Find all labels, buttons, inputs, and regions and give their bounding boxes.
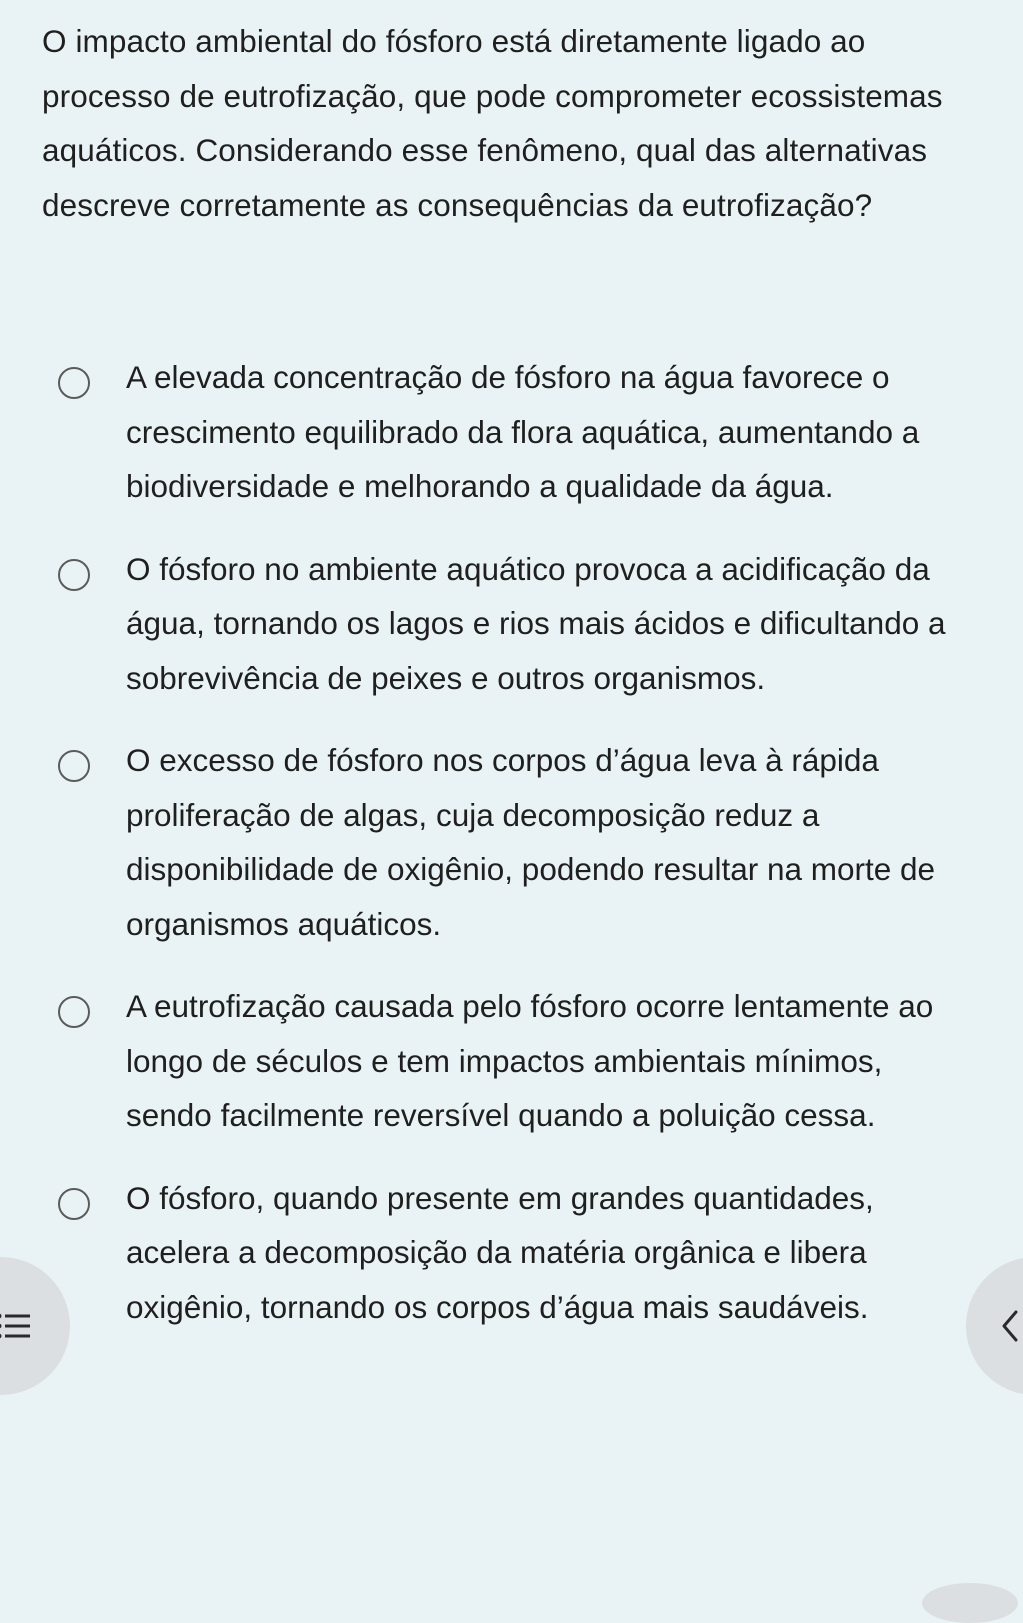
option-c[interactable]	[0, 733, 966, 951]
radio-button-a[interactable]	[58, 367, 90, 399]
option-b[interactable]	[0, 542, 966, 706]
option-e-label: O fósforo, quando presente em grandes quantidades, acelera a decomposição da matéria orgânica e libera oxigênio, tornando os corpos d’água mais saudáveis.	[126, 1179, 874, 1325]
option-d-label: A eutrofização causada pelo fósforo ocorre lentamente ao longo de séculos e tem impactos ambientais mínimos, sendo facilmente reversível quando a poluição cessa.	[126, 988, 934, 1133]
radio-button-d[interactable]	[58, 996, 90, 1028]
list-icon	[0, 1313, 30, 1339]
option-d[interactable]	[0, 979, 966, 1143]
chevron-left-icon	[1000, 1309, 1020, 1343]
question-text: O impacto ambiental do fósforo está diretamente ligado ao processo de eutrofização, que pode comprometer ecossistemas aquáticos. Considerando esse fenômeno, qual das alternativas descreve corretamente as consequências da eutrofização?	[42, 23, 943, 223]
option-b-label: O fósforo no ambiente aquático provoca a acidificação da água, tornando os lagos e rios mais ácidos e dificultando a sobrevivência de peixes e outros organismos.	[126, 550, 946, 696]
option-a-label: A elevada concentração de fósforo na água favorece o crescimento equilibrado da flora aquática, aumentando a biodiversidade e melhorando a qualidade da água.	[126, 359, 920, 504]
answer-options	[0, 350, 1023, 1362]
option-c-label: O excesso de fósforo nos corpos d’água leva à rápida proliferação de algas, cuja decomposição reduz a disponibilidade de oxigênio, podendo resultar na morte de organismos aquáticos.	[126, 742, 936, 942]
bottom-partial-button[interactable]	[922, 1583, 1018, 1623]
option-e[interactable]	[0, 1171, 966, 1335]
radio-button-b[interactable]	[58, 559, 90, 591]
option-a[interactable]	[0, 350, 966, 514]
radio-button-c[interactable]	[58, 750, 90, 782]
radio-button-e[interactable]	[58, 1188, 90, 1220]
